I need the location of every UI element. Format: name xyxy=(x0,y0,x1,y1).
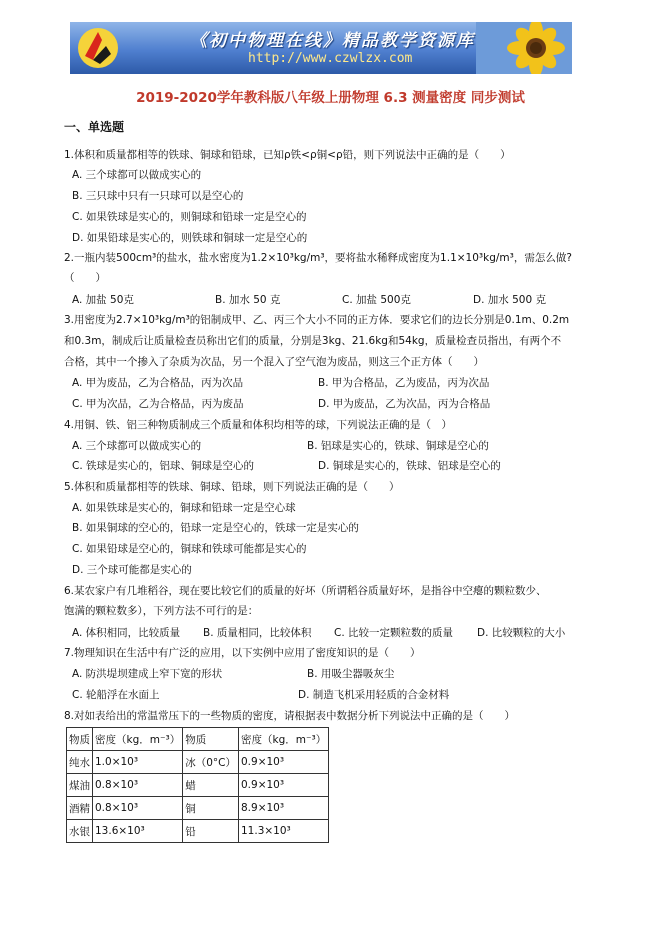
banner-title: 《初中物理在线》精品教学资源库 xyxy=(190,31,475,51)
table-row xyxy=(67,820,329,843)
q1-option-a: A. 三个球都可以做成实心的 xyxy=(72,169,202,181)
question-3-line-3: 合格，其中一个掺入了杂质为次品，另一个混入了空气泡为废品，则这三个正方体（ ） xyxy=(64,356,484,368)
question-2-cont: （ ） xyxy=(64,272,106,284)
table-cell: 水银 xyxy=(67,820,93,843)
table-cell: 0.8×10³ xyxy=(93,797,183,820)
header-banner xyxy=(70,22,572,74)
question-1: 1.体积和质量都相等的铁球、铜球和铅球，已知ρ铁<ρ铜<ρ铅，则下列说法中正确的是（ ） xyxy=(64,149,511,161)
q7-option-c: C. 轮船浮在水面上 xyxy=(72,689,160,701)
question-6: 6.某农家户有几堆稻谷，现在要比较它们的质量的好坏（所谓稻谷质量好坏，是指谷中空瘪的颗粒数少、 xyxy=(64,585,547,597)
table-cell: 11.3×10³ xyxy=(239,820,329,843)
table-cell: 冰（0°C） xyxy=(183,751,239,774)
question-5: 5.体积和质量都相等的铁球、铜球、铅球，则下列说法正确的是（ ） xyxy=(64,481,400,493)
table-header-cell: 密度（kg．m⁻³） xyxy=(93,728,183,751)
q5-option-a: A. 如果铁球是实心的，铜球和铅球一定是空心球 xyxy=(72,502,296,514)
q3-option-d: D. 甲为废品，乙为次品，丙为合格品 xyxy=(318,398,491,410)
section-heading: 一、单选题 xyxy=(64,120,125,134)
table-header-cell: 物质 xyxy=(183,728,239,751)
q6-option-c: C. 比较一定颗粒数的质量 xyxy=(334,627,454,639)
q7-option-b: B. 用吸尘器吸灰尘 xyxy=(307,668,395,680)
question-3-line-2: 和0.3m，制成后让质量检查员称出它们的质量，分别是3kg、21.6kg和54kg，质量检查员指出，有两个不 xyxy=(64,335,562,347)
question-8: 8.对如表给出的常温常压下的一些物质的密度，请根据表中数据分析下列说法中正确的是（ ） xyxy=(64,710,516,722)
table-cell: 铜 xyxy=(183,797,239,820)
q4-option-d: D. 铜球是实心的，铁球、铝球是空心的 xyxy=(318,460,501,472)
q7-option-d: D. 制造飞机采用轻质的合金材料 xyxy=(298,689,450,701)
table-cell: 纯水 xyxy=(67,751,93,774)
table-cell: 0.9×10³ xyxy=(239,774,329,797)
q2-option-d: D. 加水 500 克 xyxy=(473,294,546,306)
table-cell: 酒精 xyxy=(67,797,93,820)
q4-option-c: C. 铁球是实心的，铝球、铜球是空心的 xyxy=(72,460,255,472)
table-cell: 煤油 xyxy=(67,774,93,797)
q3-option-b: B. 甲为合格品，乙为废品，丙为次品 xyxy=(318,377,490,389)
table-row xyxy=(67,774,329,797)
density-table xyxy=(66,727,329,843)
q7-option-a: A. 防洪堤坝建成上窄下宽的形状 xyxy=(72,668,223,680)
q6-option-a: A. 体积相同，比较质量 xyxy=(72,627,181,639)
table-header-cell: 密度（kg．m⁻³） xyxy=(239,728,329,751)
table-cell: 蜡 xyxy=(183,774,239,797)
table-cell: 0.9×10³ xyxy=(239,751,329,774)
question-4: 4.用铜、铁、铝三种物质制成三个质量和体积均相等的球，下列说法正确的是（ ） xyxy=(64,419,453,431)
table-cell: 13.6×10³ xyxy=(93,820,183,843)
q2-option-b: B. 加水 50 克 xyxy=(215,294,281,306)
banner-url[interactable]: http://www.czwlzx.com xyxy=(248,51,413,66)
sunflower-icon xyxy=(476,22,572,74)
question-7: 7.物理知识在生活中有广泛的应用，以下实例中应用了密度知识的是（ ） xyxy=(64,647,421,659)
table-cell: 铅 xyxy=(183,820,239,843)
table-row xyxy=(67,797,329,820)
table-header-row xyxy=(67,728,329,751)
question-2: 2.一瓶内装500cm³的盐水，盐水密度为1.2×10³kg/m³，要将盐水稀释成密度为1.1×10³kg/m³，需怎么做? xyxy=(64,252,572,264)
question-3: 3.用密度为2.7×10³kg/m³的铝制成甲、乙、丙三个大小不同的正方体．要求它们的边长分别是0.1m、0.2m xyxy=(64,314,570,326)
q5-option-c: C. 如果铅球是空心的，铜球和铁球可能都是实心的 xyxy=(72,543,307,555)
q6-option-b: B. 质量相同，比较体积 xyxy=(203,627,312,639)
q3-option-a: A. 甲为废品，乙为合格品，丙为次品 xyxy=(72,377,244,389)
q1-option-d: D. 如果铅球是实心的，则铁球和铜球一定是空心的 xyxy=(72,232,308,244)
table-header-cell: 物质 xyxy=(67,728,93,751)
q1-option-b: B. 三只球中只有一只球可以是空心的 xyxy=(72,190,244,202)
q2-option-c: C. 加盐 500克 xyxy=(342,294,411,306)
q4-option-b: B. 铝球是实心的，铁球、铜球是空心的 xyxy=(307,440,489,452)
q4-option-a: A. 三个球都可以做成实心的 xyxy=(72,440,202,452)
q5-option-d: D. 三个球可能都是实心的 xyxy=(72,564,192,576)
table-row xyxy=(67,751,329,774)
table-cell: 8.9×10³ xyxy=(239,797,329,820)
table-cell: 1.0×10³ xyxy=(93,751,183,774)
q1-option-c: C. 如果铁球是实心的，则铜球和铅球一定是空心的 xyxy=(72,211,307,223)
question-6-cont: 饱满的颗粒数多），下列方法不可行的是： xyxy=(64,605,259,617)
q2-option-a: A. 加盐 50克 xyxy=(72,294,134,306)
q6-option-d: D. 比较颗粒的大小 xyxy=(477,627,566,639)
document-title: 2019-2020学年教科版八年级上册物理 6.3 测量密度 同步测试 xyxy=(136,90,525,106)
q3-option-c: C. 甲为次品，乙为合格品，丙为废品 xyxy=(72,398,244,410)
site-logo-icon xyxy=(76,26,120,70)
q5-option-b: B. 如果铜球的空心的，铅球一定是空心的，铁球一定是实心的 xyxy=(72,522,359,534)
table-cell: 0.8×10³ xyxy=(93,774,183,797)
